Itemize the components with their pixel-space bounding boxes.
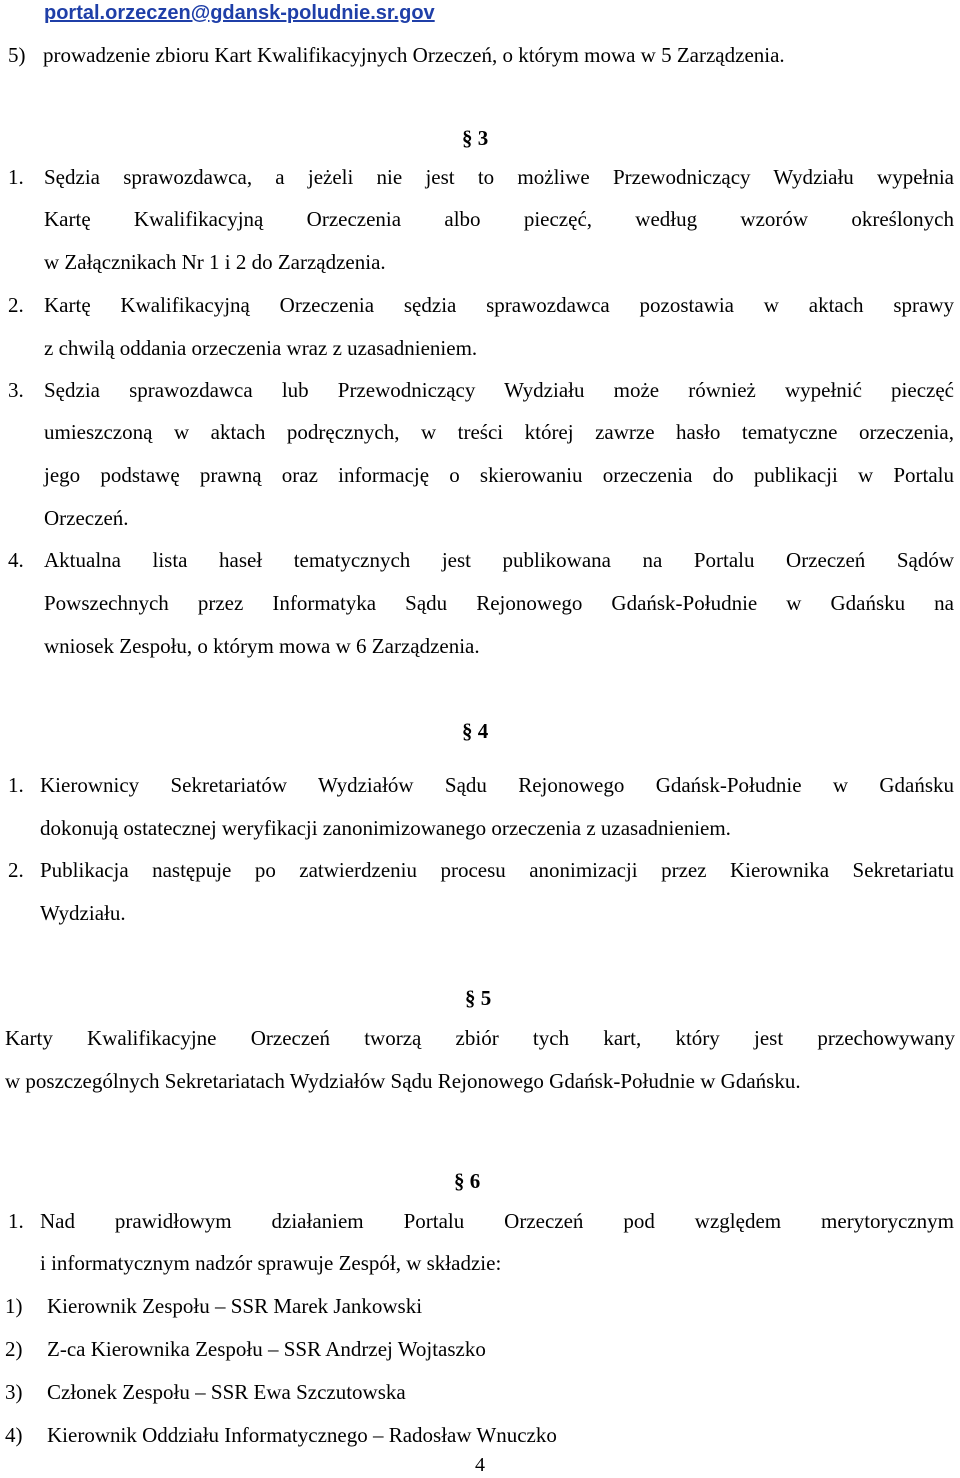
paragraph-line: Nad prawidłowym działaniem Portalu Orzeczeń pod względem merytorycznym bbox=[40, 1209, 954, 1233]
paragraph-line: umieszczoną w aktach podręcznych, w treści której zawrze hasło tematyczne orzeczenia, bbox=[44, 420, 954, 444]
page-number: 4 bbox=[475, 1454, 485, 1476]
paragraph-line: Kartę Kwalifikacyjną Orzeczenia sędzia sprawozdawca pozostawia w aktach sprawy bbox=[44, 293, 954, 317]
list-item-text: Członek Zespołu – SSR Ewa Szczutowska bbox=[47, 1380, 406, 1404]
list-item-text: prowadzenie zbioru Kart Kwalifikacyjnych Orzeczeń, o którym mowa w 5 Zarządzenia. bbox=[43, 43, 785, 67]
paragraph-line: Kierownicy Sekretariatów Wydziałów Sądu Rejonowego Gdańsk-Południe w Gdańsku bbox=[40, 773, 954, 797]
list-item-number: 1) bbox=[5, 1294, 23, 1318]
section-sign-icon: § bbox=[465, 986, 481, 1010]
email-link[interactable]: portal.orzeczen@gdansk-poludnie.sr.gov bbox=[44, 2, 435, 24]
list-item-number: 5) bbox=[8, 43, 26, 67]
list-item bbox=[5, 1293, 422, 1319]
list-item bbox=[5, 1422, 557, 1448]
section-sign-icon: § bbox=[462, 126, 478, 150]
paragraph-line: Orzeczeń. bbox=[44, 506, 129, 530]
paragraph-number: 2. bbox=[8, 858, 24, 882]
list-item-number: 2) bbox=[5, 1337, 23, 1361]
paragraph-line: Powszechnych przez Informatyka Sądu Rejonowego Gdańsk-Południe w Gdańsku na bbox=[44, 591, 954, 615]
list-item bbox=[5, 1379, 406, 1405]
paragraph-number: 1. bbox=[8, 773, 24, 797]
list-item-5 bbox=[8, 42, 785, 68]
paragraph-line: wniosek Zespołu, o którym mowa w 6 Zarządzenia. bbox=[44, 634, 480, 658]
paragraph-line: Wydziału. bbox=[40, 901, 126, 925]
paragraph-number: 1. bbox=[8, 165, 24, 189]
paragraph-number: 2. bbox=[8, 293, 24, 317]
section-sign-icon: § bbox=[462, 719, 478, 743]
list-item bbox=[5, 1336, 486, 1362]
section-sign-icon: § bbox=[454, 1169, 470, 1193]
paragraph-number: 4. bbox=[8, 548, 24, 572]
paragraph-line: Aktualna lista haseł tematycznych jest publikowana na Portalu Orzeczeń Sądów bbox=[44, 548, 954, 572]
paragraph-line: w poszczególnych Sekretariatach Wydziałów Sądu Rejonowego Gdańsk-Południe w Gdańsku. bbox=[5, 1069, 801, 1093]
paragraph-line: jego podstawę prawną oraz informację o skierowaniu orzeczenia do publikacji w Portalu bbox=[44, 463, 954, 487]
section-3-heading: § 3 bbox=[462, 126, 489, 150]
paragraph-line: z chwilą oddania orzeczenia wraz z uzasadnieniem. bbox=[44, 336, 478, 360]
list-item-number: 4) bbox=[5, 1423, 23, 1447]
list-item-text: Z-ca Kierownika Zespołu – SSR Andrzej Wojtaszko bbox=[47, 1337, 486, 1361]
paragraph-line: dokonują ostatecznej weryfikacji zanonimizowanego orzeczenia z uzasadnieniem. bbox=[40, 816, 731, 840]
paragraph-line: Publikacja następuje po zatwierdzeniu procesu anonimizacji przez Kierownika Sekretariatu bbox=[40, 858, 954, 882]
paragraph-line: Sędzia sprawozdawca lub Przewodniczący Wydziału może również wypełnić pieczęć bbox=[44, 378, 954, 402]
paragraph-line: Kartę Kwalifikacyjną Orzeczenia albo pieczęć, według wzorów określonych bbox=[44, 207, 954, 231]
paragraph-number: 3. bbox=[8, 378, 24, 402]
list-item-text: Kierownik Zespołu – SSR Marek Jankowski bbox=[47, 1294, 423, 1318]
paragraph-line: i informatycznym nadzór sprawuje Zespół, w składzie: bbox=[40, 1251, 502, 1275]
section-5-heading: § 5 bbox=[465, 986, 492, 1010]
paragraph-number: 1. bbox=[8, 1209, 24, 1233]
list-item-number: 3) bbox=[5, 1380, 23, 1404]
paragraph-line: Sędzia sprawozdawca, a jeżeli nie jest to możliwe Przewodniczący Wydziału wypełnia bbox=[44, 165, 954, 189]
paragraph-line: w Załącznikach Nr 1 i 2 do Zarządzenia. bbox=[44, 250, 386, 274]
list-item-text: Kierownik Oddziału Informatycznego – Radosław Wnuczko bbox=[47, 1423, 557, 1447]
section-4-heading: § 4 bbox=[462, 719, 489, 743]
paragraph-line: Karty Kwalifikacyjne Orzeczeń tworzą zbiór tych kart, który jest przechowywany bbox=[5, 1026, 955, 1050]
section-6-heading: § 6 bbox=[454, 1169, 481, 1193]
